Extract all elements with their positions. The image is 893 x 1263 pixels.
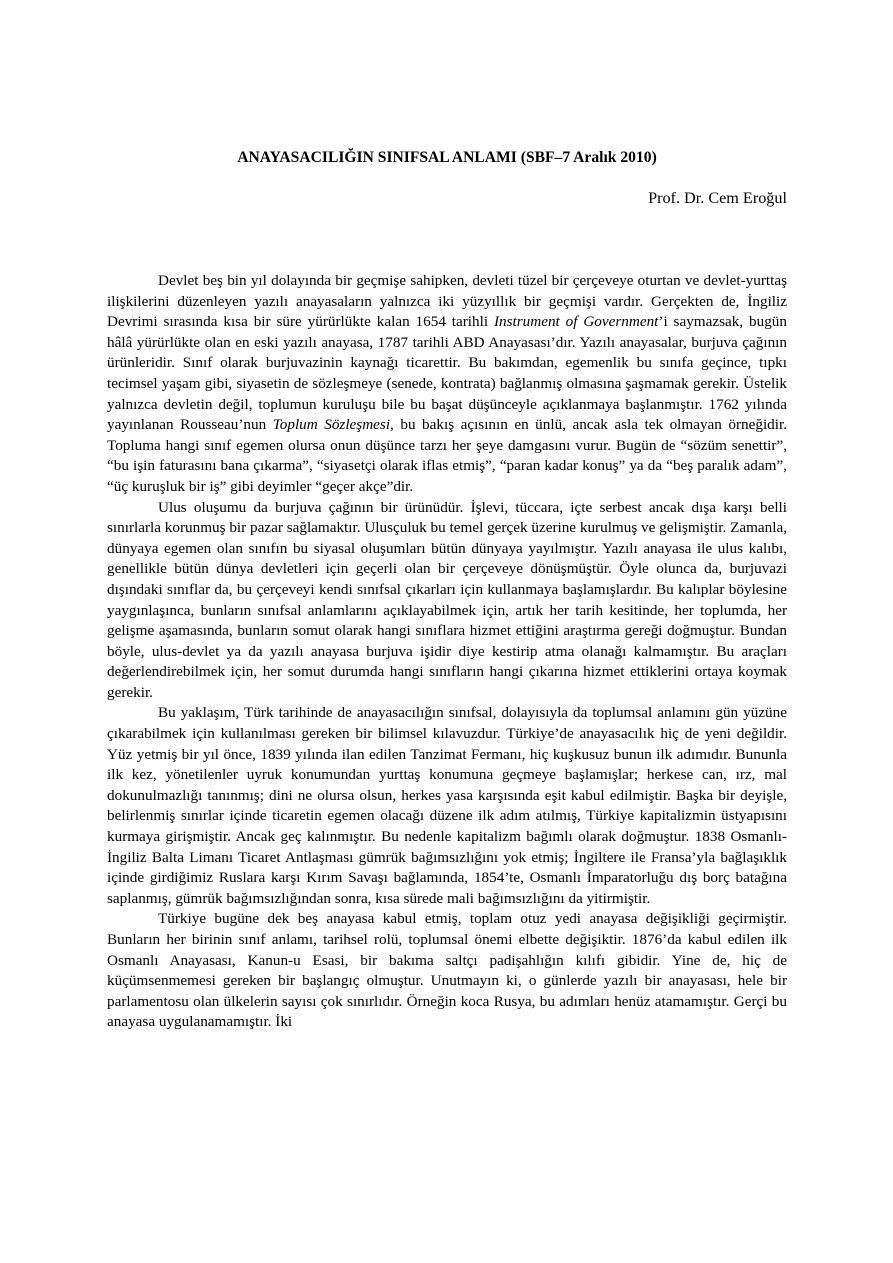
paragraph-1 (107, 271, 787, 498)
paragraph-2: Ulus oluşumu da burjuva çağının bir ürünüdür. İşlevi, tüccara, içte serbest ancak dışa karşı belli sınırlarla korunmuş bir pazar sağlamaktır. Ulusçuluk bu temel gerçek üzerine kurulmuş ve gelişmiştir. Zamanla, dünyaya egemen olan sınıfın bu siyasal oluşumları bütün dünyaya yayılmıştır. Yazılı anayasa ile ulus kalıbı, genellikle bütün dünya devletleri için geçerli olan bir çerçeveye dönüşmüştür. Öyle olunca da, burjuvazi dışındaki sınıflar da, bu çerçeveyi kendi sınıfsal çıkarları için kullanmaya başlamışlardır. Bu kalıplar böylesine yaygınlaşınca, bunların sınıfsal anlamlarını açıklayabilmek için, artık her tarih kesitinde, her toplumda, her gelişme aşamasında, bunların somut olarak hangi sınıflara hizmet ettiğini araştırma gereği doğmuştur. Bundan böyle, ulus-devlet ya da yazılı anayasa burjuva işidir diye kestirip atma olanağı kalmamıştır. Bu araçları değerlendirebilmek için, her somut durumda hangi sınıfların hangi çıkarına hizmet ettiklerini ortaya koymak gerekir. (107, 498, 787, 701)
paragraph-4: Türkiye bugüne dek beş anayasa kabul etmiş, toplam otuz yedi anayasa değişikliği geçirmiştir. Bunların her birinin sınıf anlamı, tarihsel rolü, toplumsal önemi elbette değişiktir. 1876’da kabul edilen ilk Osmanlı Anayasası, Kanun-u Esasi, bir bakıma saltçı padişahlığın kılıfı gibidir. Yine de, hiç de küçümsenmemesi gereken bir başlangıç olmuştur. Unutmayın ki, o günlerde yazılı bir anayasası, hele bir parlamentosu olan ülkelerin sayısı çok sınırlıdır. Örneğin koca Rusya, bu adımları henüz atamamıştır. Gerçi bu anayasa uygulanamamıştır. İki (107, 910, 787, 1031)
document-title: ANAYASACILIĞIN SINIFSAL ANLAMI (SBF–7 Aralık 2010) (237, 149, 657, 166)
paragraph-3: Bu yaklaşım, Türk tarihinde de anayasacılığın sınıfsal, dolayısıyla da toplumsal anlamını gün yüzüne çıkarabilmek için kullanılması gereken bir bilimsel kılavuzdur. Türkiye’de anayasacılık hiç de yeni değildir. Yüz yetmiş bir yıl önce, 1839 yılında ilan edilen Tanzimat Fermanı, hiç kuşkusuz bunun ilk adımıdır. Bununla ilk kez, yönetilenler uyruk konumundan yurttaş konumuna geçmeye başlamışlar; herkese can, ırz, mal dokunulmazlığı tanınmış; dini ne olursa olsun, herkes yasa karşısında eşit kabul edilmiştir. Başka bir deyişle, belirlenmiş sınırlar içinde ticaretin egemen olacağı düzene ilk adım atılmış, Türkiye kapitalizmin üstyapısını kurmaya girişmiştir. Ancak geç kalınmıştır. Bu nedenle kapitalizm bağımlı olarak doğmuştur. 1838 Osmanlı-İngiliz Balta Limanı Ticaret Antlaşması gümrük bağımsızlığını yok etmiş; İngiltere ile Fransa’yla bağlaşıklık içinde girdiğimiz Ruslara karşı Kırım Savaşı bağlamında, 1854’te, Osmanlı İmparatorluğu dış borç batağına saplanmış, gümrük bağımsızlığından sonra, kısa sürede mali bağımsızlığını da yitirmiştir. (107, 704, 787, 907)
paragraph-1-text-c: , bu bakış açısının en ünlü, ancak asla tek olmayan örneğidir. Topluma hangi sınıf egemen olursa onun düşünce tarzı her şeye damgasını vurur. Bugün de “sözüm senettir”, “bu işin faturasını bana çıkarma”, “siyasetçi olarak iflas etmiş”, “paran kadar konuş” ya da “beş paralık adam”, “üç kuruşluk bir iş” gibi deyimler “geçer akçe”dir. (107, 416, 788, 495)
paragraph-1-text-a: Devlet beş bin yıl dolayında bir geçmişe sahipken, devleti tüzel bir çerçeveye oturtan ve devlet-yurttaş ilişkilerini düzenleyen yazılı anayasaların yalnızca iki yüzyıllık bir geçmişi vardır. Gerçekten de, İngiliz Devrimi sırasında kısa bir süre yürürlükte kalan 1654 tarihli (107, 272, 787, 331)
paragraph-1-text-b: ’i saymazsak, bugün hâlâ yürürlükte olan en eski yazılı anayasa, 1787 tarihli ABD Anayasası’dır. Yazılı anayasalar, burjuva çağının ürünleridir. Sınıf olarak burjuvazinin kaynağı ticarettir. Bu bakımdan, egemenlik bu sınıfa geçince, tıpkı tecimsel yaşam gibi, siyasetin de sözleşmeye (senede, kontrata) bağlanmış olmasına şaşmamak gerekir. Üstelik yalnızca devletin değil, toplumun kuruluşu bile bu başat düşünceyle açıklanmaya başlanmıştır. 1762 yılında yayınlanan Rousseau’nun (107, 313, 787, 434)
paragraph-1-italic-title-a: Instrument of Government (493, 313, 659, 331)
document-body (107, 271, 787, 1033)
author-name: Prof. Dr. Cem Eroğul (648, 189, 787, 207)
paragraph-1-italic-title-b: Toplum Sözleşmesi (272, 416, 391, 434)
